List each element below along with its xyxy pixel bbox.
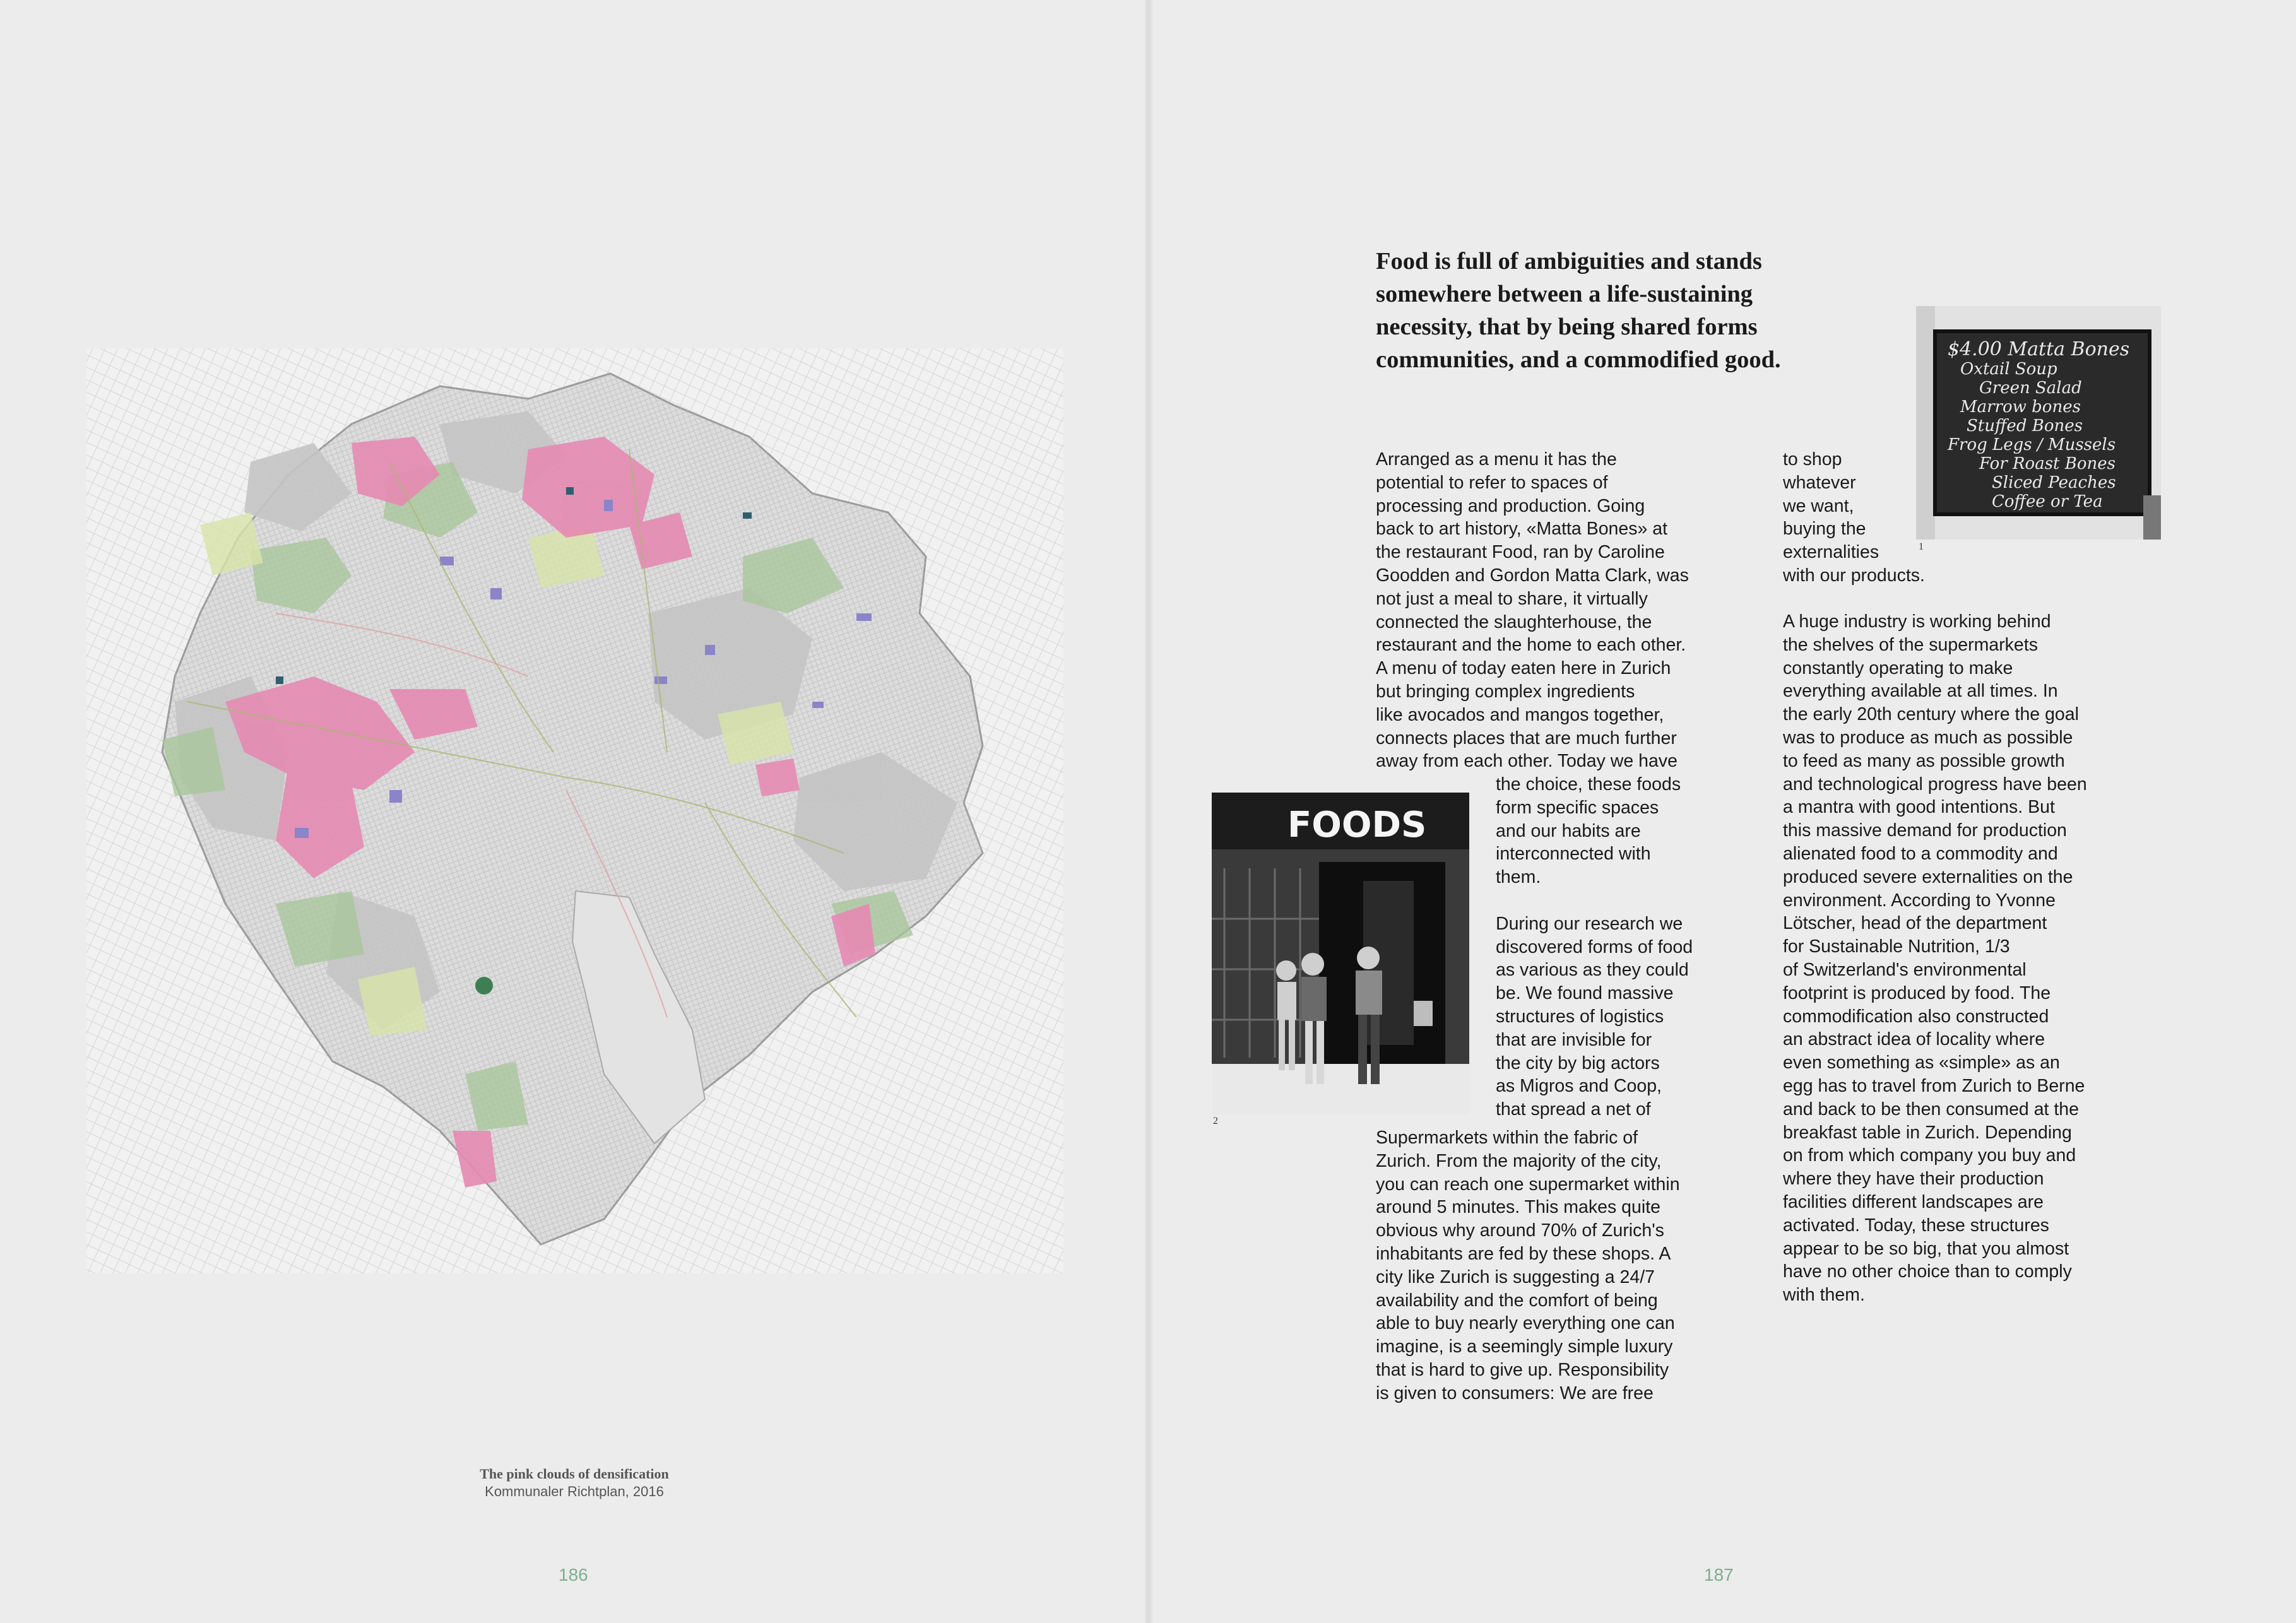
body-text-line: like avocados and mangos together, bbox=[1376, 704, 1664, 725]
matta-bones-menu-photo bbox=[1916, 306, 2161, 540]
page-number-left: 186 bbox=[559, 1565, 588, 1585]
body-text-line: availability and the comfort of being bbox=[1376, 1290, 1658, 1311]
body-text-line: the city by big actors bbox=[1496, 1053, 1660, 1073]
zurich-densification-map bbox=[86, 348, 1063, 1273]
body-text-line: appear to be so big, that you almost bbox=[1783, 1238, 2069, 1259]
body-text-line: with them. bbox=[1783, 1285, 1865, 1306]
body-text-line: an abstract idea of locality where bbox=[1783, 1029, 2045, 1050]
body-text-line: city like Zurich is suggesting a 24/7 bbox=[1376, 1266, 1655, 1287]
body-text-line: as various as they could bbox=[1496, 960, 1689, 981]
body-text-line: not just a meal to share, it virtually bbox=[1376, 588, 1648, 609]
body-text-line: the choice, these foods bbox=[1496, 774, 1681, 794]
left-page bbox=[0, 0, 1147, 1623]
body-text-line: buying the bbox=[1783, 519, 1866, 540]
menu-board-line: For Roast Bones bbox=[1979, 454, 2116, 473]
body-text-line: everything available at all times. In bbox=[1783, 681, 2058, 702]
body-text-line: Supermarkets within the fabric of bbox=[1376, 1128, 1638, 1148]
body-text-line: constantly operating to make bbox=[1783, 658, 2013, 678]
body-text-line: able to buy nearly everything one can bbox=[1376, 1313, 1675, 1334]
pull-quote-headline bbox=[1376, 245, 1906, 376]
body-text-line: this massive demand for production bbox=[1783, 820, 2067, 841]
book-gutter bbox=[1145, 0, 1152, 1623]
food-restaurant-storefront-photo bbox=[1212, 793, 1469, 1114]
body-text-line: but bringing complex ingredients bbox=[1376, 681, 1635, 702]
body-text-line: environment. According to Yvonne bbox=[1783, 890, 2056, 911]
body-text-line: discovered forms of food bbox=[1496, 936, 1693, 957]
menu-board-line: Sliced Peaches bbox=[1992, 473, 2116, 492]
menu-board-line: $4.00 Matta Bones bbox=[1948, 338, 2130, 360]
body-text-line: as Migros and Coop, bbox=[1496, 1076, 1662, 1097]
body-text-line: restaurant and the home to each other. bbox=[1376, 635, 1686, 656]
map-caption bbox=[353, 1466, 795, 1500]
body-text-line: was to produce as much as possible bbox=[1783, 727, 2073, 748]
headline-line: Food is full of ambiguities and stands bbox=[1376, 248, 1762, 274]
body-text-line: around 5 minutes. This makes quite bbox=[1376, 1197, 1660, 1218]
body-text-line: that is hard to give up. Responsibility bbox=[1376, 1359, 1669, 1380]
body-text-line: even something as «simple» as an bbox=[1783, 1053, 2060, 1073]
headline-line: communities, and a commodified good. bbox=[1376, 346, 1781, 373]
menu-board-line: Stuffed Bones bbox=[1967, 416, 2083, 435]
body-text-line: is given to consumers: We are free bbox=[1376, 1383, 1654, 1403]
body-text-line: footprint is produced by food. The bbox=[1783, 983, 2051, 1003]
body-text-line: breakfast table in Zurich. Depending bbox=[1783, 1122, 2072, 1143]
body-text-line: During our research we bbox=[1496, 913, 1683, 934]
body-text-line: that are invisible for bbox=[1496, 1029, 1652, 1050]
page-number-right: 187 bbox=[1704, 1565, 1734, 1585]
body-text-line: form specific spaces bbox=[1496, 797, 1659, 818]
body-text-line: interconnected with bbox=[1496, 844, 1651, 865]
body-text-line: alienated food to a commodity and bbox=[1783, 843, 2058, 864]
body-text-line: where they have their production bbox=[1783, 1169, 2044, 1189]
body-text-line: produced severe externalities on the bbox=[1783, 866, 2073, 887]
body-text-line: the early 20th century where the goal bbox=[1783, 704, 2079, 725]
body-text-line: have no other choice than to comply bbox=[1783, 1261, 2072, 1282]
body-text-line: to feed as many as possible growth bbox=[1783, 750, 2065, 771]
storefront-graphic bbox=[1212, 793, 1469, 1114]
body-text-line: facilities different landscapes are bbox=[1783, 1191, 2044, 1212]
body-text-line: of Switzerland's environmental bbox=[1783, 959, 2027, 980]
menu-board-line: Marrow bones bbox=[1960, 398, 2081, 416]
column-two-main bbox=[1783, 610, 2087, 1307]
storefront-sign-text: FOODS bbox=[1287, 805, 1427, 846]
body-text-line: be. We found massive bbox=[1496, 983, 1674, 1004]
body-text-line: you can reach one supermarket within bbox=[1376, 1174, 1680, 1195]
body-text-line: a mantra with good intentions. But bbox=[1783, 797, 2055, 818]
body-text-line: for Sustainable Nutrition, 1/3 bbox=[1783, 936, 2010, 957]
figure-number-2: 2 bbox=[1213, 1116, 1218, 1126]
headline-line: necessity, that by being shared forms bbox=[1376, 314, 1758, 340]
body-text-line: the shelves of the supermarkets bbox=[1783, 634, 2038, 655]
column-one-inset bbox=[1496, 773, 1693, 1121]
body-text-line: Zurich. From the majority of the city, bbox=[1376, 1150, 1662, 1171]
body-text-line: that spread a net of bbox=[1496, 1099, 1651, 1120]
body-text-line: on from which company you buy and bbox=[1783, 1145, 2076, 1166]
body-text-line: the restaurant Food, ran by Caroline bbox=[1376, 542, 1665, 563]
body-text-line: imagine, is a seemingly simple luxury bbox=[1376, 1337, 1673, 1357]
body-text-line: A menu of today eaten here in Zurich bbox=[1376, 658, 1671, 679]
body-text-line: externalities bbox=[1783, 542, 1879, 563]
map-caption-source: Kommunaler Richtplan, 2016 bbox=[485, 1484, 664, 1499]
body-text-line: obvious why around 70% of Zurich's bbox=[1376, 1220, 1664, 1241]
menu-board-graphic bbox=[1916, 306, 2161, 540]
menu-board-line: Coffee or Tea bbox=[1992, 492, 2103, 511]
body-text-line: inhabitants are fed by these shops. A bbox=[1376, 1243, 1671, 1264]
figure-number-1: 1 bbox=[1919, 541, 1924, 552]
body-text-line: Goodden and Gordon Matta Clark, was bbox=[1376, 565, 1689, 586]
headline-line: somewhere between a life-sustaining bbox=[1376, 281, 1753, 307]
body-text-line: to shop bbox=[1783, 449, 1842, 469]
body-text-line: and back to be then consumed at the bbox=[1783, 1099, 2079, 1119]
body-text-line: them. bbox=[1496, 867, 1541, 888]
column-one-bottom bbox=[1376, 1126, 1680, 1405]
body-text-line: back to art history, «Matta Bones» at bbox=[1376, 519, 1668, 540]
map-caption-title: The pink clouds of densification bbox=[480, 1466, 669, 1482]
body-text-line: commodification also constructed bbox=[1783, 1006, 2049, 1027]
body-text-line: structures of logistics bbox=[1496, 1006, 1664, 1027]
body-text-line: with our products. bbox=[1783, 565, 1925, 586]
body-text-line: and our habits are bbox=[1496, 820, 1641, 841]
menu-board-line: Frog Legs / Mussels bbox=[1948, 435, 2116, 454]
body-text-line: connected the slaughterhouse, the bbox=[1376, 611, 1652, 632]
body-text-line: and technological progress have been bbox=[1783, 774, 2087, 794]
body-text-line: Lötscher, head of the department bbox=[1783, 913, 2047, 934]
column-one-top bbox=[1376, 448, 1689, 773]
map-graphic bbox=[86, 348, 1063, 1273]
body-text-line: connects places that are much further bbox=[1376, 728, 1677, 748]
body-text-line: potential to refer to spaces of bbox=[1376, 472, 1608, 493]
menu-board-line: Green Salad bbox=[1979, 379, 2082, 398]
paragraph-break bbox=[1496, 889, 1693, 912]
body-text-line: A huge industry is working behind bbox=[1783, 611, 2051, 632]
body-text-line: egg has to travel from Zurich to Berne bbox=[1783, 1075, 2085, 1096]
column-two-top bbox=[1783, 448, 1925, 587]
body-text-line: we want, bbox=[1783, 495, 1854, 516]
body-text-line: processing and production. Going bbox=[1376, 495, 1645, 516]
body-text-line: away from each other. Today we have bbox=[1376, 751, 1678, 772]
body-text-line: whatever bbox=[1783, 472, 1856, 493]
menu-board-line: Oxtail Soup bbox=[1960, 360, 2057, 379]
body-text-line: activated. Today, these structures bbox=[1783, 1215, 2049, 1236]
body-text-line: Arranged as a menu it has the bbox=[1376, 449, 1617, 469]
